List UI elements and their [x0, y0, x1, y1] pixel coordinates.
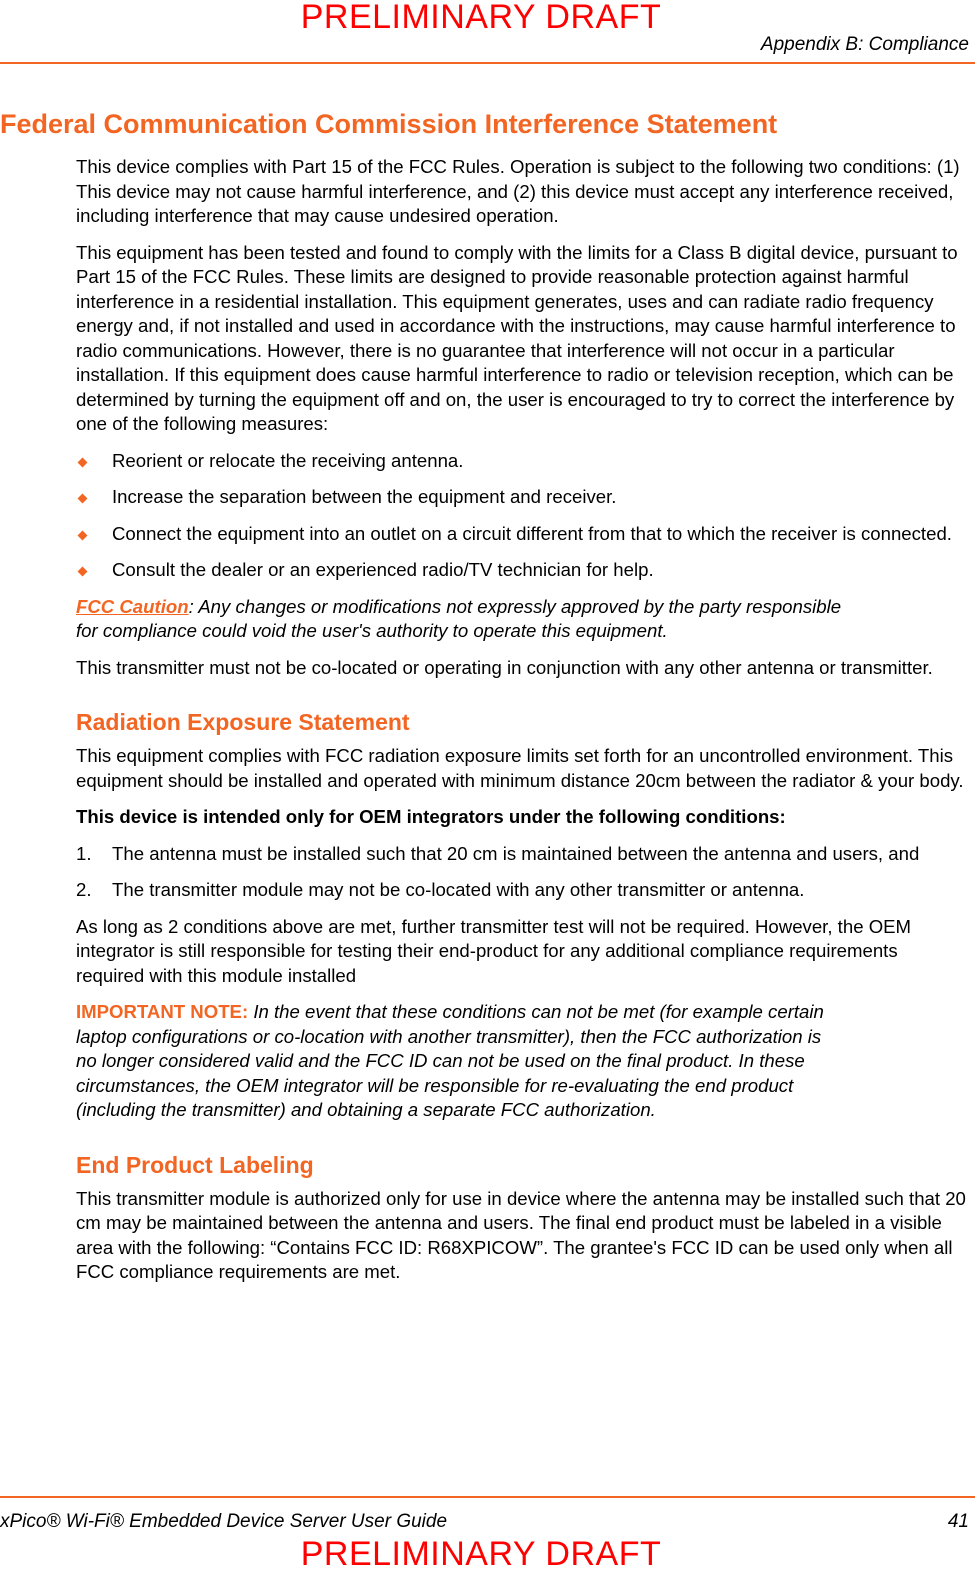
important-note-text: In the event that these conditions can not be met (for example certain laptop configurations or co-location with another transmitter), then the FCC authorization is no longer considered valid and the FCC ID can not be used on the final product. In these circumstances, the OEM integrator will be responsible for re-evaluating the end product (including the transmitter) and obtaining a separate FCC authorization.: [76, 1001, 824, 1120]
header-divider: [0, 62, 975, 64]
list-item: [76, 878, 969, 903]
footer-document-title: xPico® Wi-Fi® Embedded Device Server User Guide: [0, 1511, 448, 1532]
radiation-paragraph-1: This equipment complies with FCC radiation exposure limits set forth for an uncontrolled environment. This equipment should be installed and operated with minimum distance 20cm between the radiator & your body.: [76, 745, 964, 791]
oem-conditions-heading: This device is intended only for OEM integrators under the following conditions:: [76, 806, 786, 827]
diamond-bullet-icon: [78, 530, 88, 540]
preliminary-draft-watermark-top: PRELIMINARY DRAFT: [300, 0, 662, 36]
fcc-caution-text: : Any changes or modifications not expressly approved by the party responsible for compliance could void the user's authority to operate this equipment.: [76, 595, 842, 641]
condition-number: 2.: [76, 879, 92, 900]
radiation-exposure-heading: Radiation Exposure Statement: [76, 709, 410, 735]
list-item: [76, 449, 969, 474]
footer-divider: [0, 1496, 975, 1498]
list-item: [76, 842, 969, 867]
diamond-bullet-icon: [78, 567, 88, 577]
page-body: [76, 155, 969, 1297]
list-item: [76, 558, 969, 583]
condition-text: The antenna must be installed such that 20 cm is maintained between the antenna and users, and: [112, 842, 920, 864]
condition-number: 1.: [76, 842, 92, 864]
diamond-bullet-icon: [78, 457, 88, 467]
list-item: [76, 485, 969, 510]
measure-text: Increase the separation between the equipment and receiver.: [112, 486, 617, 507]
fcc-caution-label: FCC Caution: [76, 595, 189, 617]
fcc-paragraph-1: This device complies with Part 15 of the FCC Rules. Operation is subject to the following two conditions: (1) This device may not cause harmful interference, and (2) this device must accept any interference received, including interference that may cause undesired operation.: [76, 156, 960, 226]
measure-text: Connect the equipment into an outlet on a circuit different from that to which the receiver is connected.: [112, 522, 952, 544]
measures-list: [76, 449, 969, 583]
footer-page-number: 41: [947, 1511, 969, 1532]
fcc-caution-note: [76, 595, 846, 644]
important-note-label: IMPORTANT NOTE:: [76, 1001, 249, 1022]
fcc-paragraph-3: This transmitter must not be co-located or operating in conjunction with any other antenna or transmitter.: [76, 656, 933, 678]
oem-conditions-list: [76, 842, 969, 903]
diamond-bullet-icon: [78, 494, 88, 504]
important-note: [76, 1000, 846, 1123]
preliminary-draft-watermark-bottom: PRELIMINARY DRAFT: [300, 1535, 662, 1573]
fcc-statement-heading: Federal Communication Commission Interference Statement: [0, 109, 778, 139]
fcc-paragraph-2: This equipment has been tested and found to comply with the limits for a Class B digital device, pursuant to Part 15 of the FCC Rules. These limits are designed to provide reasonable protection against harmful interference in a residential installation. This equipment generates, uses and can radiate radio frequency energy and, if not installed and used in accordance with the instructions, may cause harmful interference to radio communications. However, there is no guarantee that interference will not occur in a particular installation. If this equipment does cause harmful interference to radio or television reception, which can be determined by turning the equipment off and on, the user is encouraged to try to correct the interference by one of the following measures:: [76, 241, 958, 434]
radiation-paragraph-2: As long as 2 conditions above are met, further transmitter test will not be required. However, the OEM integrator is still responsible for testing their end-product for any additional compliance requirements required with this module installed: [76, 915, 912, 986]
end-product-labeling-heading: End Product Labeling: [76, 1151, 314, 1178]
list-item: [76, 522, 969, 547]
condition-text: The transmitter module may not be co-located with any other transmitter or antenna.: [112, 879, 805, 900]
measure-text: Consult the dealer or an experienced radio/TV technician for help.: [112, 559, 654, 580]
labeling-paragraph-1: This transmitter module is authorized only for use in device where the antenna may be installed such that 20 cm may be maintained between the antenna and users. The final end product must be labeled in a visible area with the following: “Contains FCC ID: R68XPICOW”. The grantee's FCC ID can be used only when all FCC compliance requirements are met.: [76, 1187, 966, 1282]
header-section-title: Appendix B: Compliance: [760, 34, 969, 55]
measure-text: Reorient or relocate the receiving antenna.: [112, 449, 464, 471]
